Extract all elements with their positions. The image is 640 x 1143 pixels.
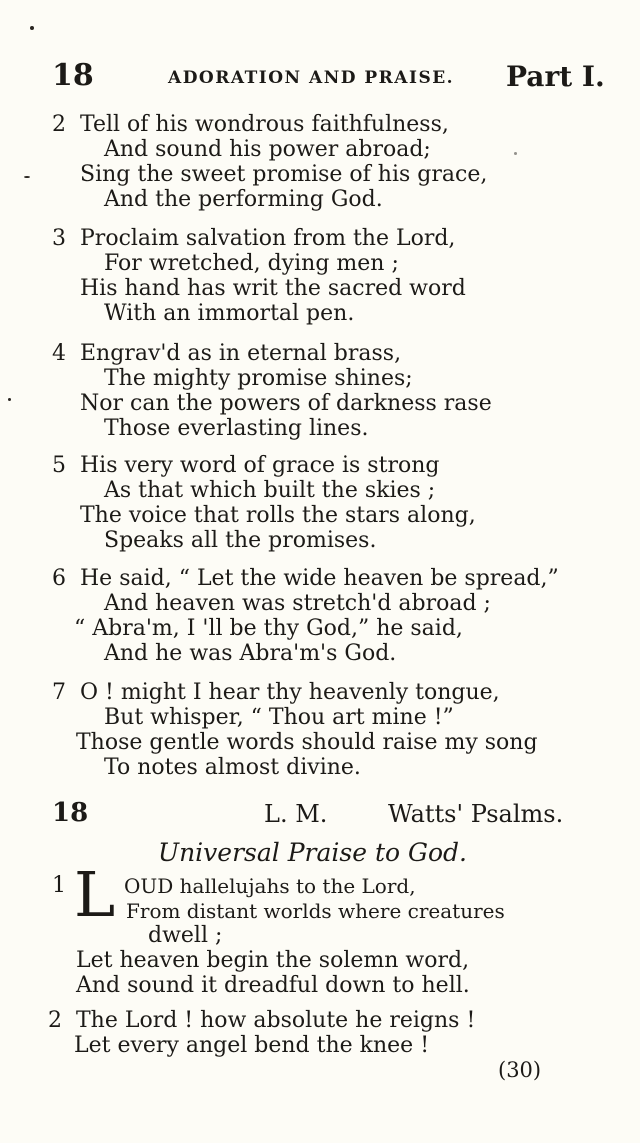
- stanza-number: 2: [48, 1008, 62, 1033]
- stanza-number: 7: [52, 680, 66, 705]
- stanza-line: O ! might I hear thy heavenly tongue,: [80, 680, 500, 705]
- stanza-line: And sound it dreadful down to hell.: [76, 973, 470, 998]
- stanza-line: “ Abra'm, I 'll be thy God,” he said,: [74, 616, 463, 641]
- drop-cap: L: [74, 858, 116, 931]
- stanza-line: Sing the sweet promise of his grace,: [80, 162, 488, 187]
- stanza-line: Nor can the powers of darkness rase: [80, 391, 492, 416]
- stanza-line: And he was Abra'm's God.: [104, 641, 397, 666]
- stanza-line: And sound his power abroad;: [104, 137, 431, 162]
- stanza-number: 3: [52, 226, 66, 251]
- stanza-line: The mighty promise shines;: [104, 366, 413, 391]
- stanza-line: The Lord ! how absolute he reigns !: [76, 1008, 476, 1033]
- scan-speck: [30, 26, 34, 30]
- scan-speck: [24, 176, 30, 178]
- stanza-line: dwell ;: [148, 923, 223, 948]
- page-number: 18: [52, 58, 94, 93]
- stanza-line: And heaven was stretch'd abroad ;: [104, 591, 491, 616]
- stanza-line: Those everlasting lines.: [104, 416, 369, 441]
- page-signature: (30): [498, 1058, 542, 1082]
- stanza-number: 4: [52, 341, 66, 366]
- hymn-meter: L. M.: [264, 800, 328, 828]
- stanza-line: The voice that rolls the stars along,: [80, 503, 476, 528]
- stanza-line: Tell of his wondrous faithfulness,: [80, 112, 449, 137]
- stanza-number: 6: [52, 566, 66, 591]
- stanza-number: 1: [52, 873, 66, 898]
- stanza-number: 5: [52, 453, 66, 478]
- running-title: ADORATION AND PRAISE.: [168, 68, 455, 88]
- stanza-line: Let heaven begin the solemn word,: [76, 948, 470, 973]
- stanza-line: OUD hallelujahs to the Lord,: [124, 874, 416, 898]
- stanza-line: For wretched, dying men ;: [104, 251, 399, 276]
- stanza-number: 2: [52, 112, 66, 137]
- stanza-line: As that which built the skies ;: [104, 478, 436, 503]
- stanza-line: With an immortal pen.: [104, 301, 355, 326]
- stanza-line: Let every angel bend the knee !: [74, 1033, 430, 1058]
- stanza-line: Proclaim salvation from the Lord,: [80, 226, 456, 251]
- hymn-title: Universal Praise to God.: [158, 838, 467, 867]
- stanza-line: From distant worlds where creatures: [126, 899, 505, 923]
- part-label: Part I.: [506, 60, 605, 93]
- stanza-line: To notes almost divine.: [104, 755, 361, 780]
- stanza-line: And the performing God.: [104, 187, 383, 212]
- stanza-line: He said, “ Let the wide heaven be spread,”: [80, 566, 559, 591]
- scan-speck: [8, 398, 11, 401]
- stanza-line: Speaks all the promises.: [104, 528, 377, 553]
- scan-speck: [514, 152, 517, 155]
- stanza-line: His very word of grace is strong: [80, 453, 440, 478]
- stanza-line: Engrav'd as in eternal brass,: [80, 341, 402, 366]
- hymn-number: 18: [52, 798, 89, 828]
- stanza-line: His hand has writ the sacred word: [80, 276, 466, 301]
- stanza-line: But whisper, “ Thou art mine !”: [104, 705, 454, 730]
- hymn-source: Watts' Psalms.: [388, 800, 564, 828]
- stanza-line: Those gentle words should raise my song: [76, 730, 538, 755]
